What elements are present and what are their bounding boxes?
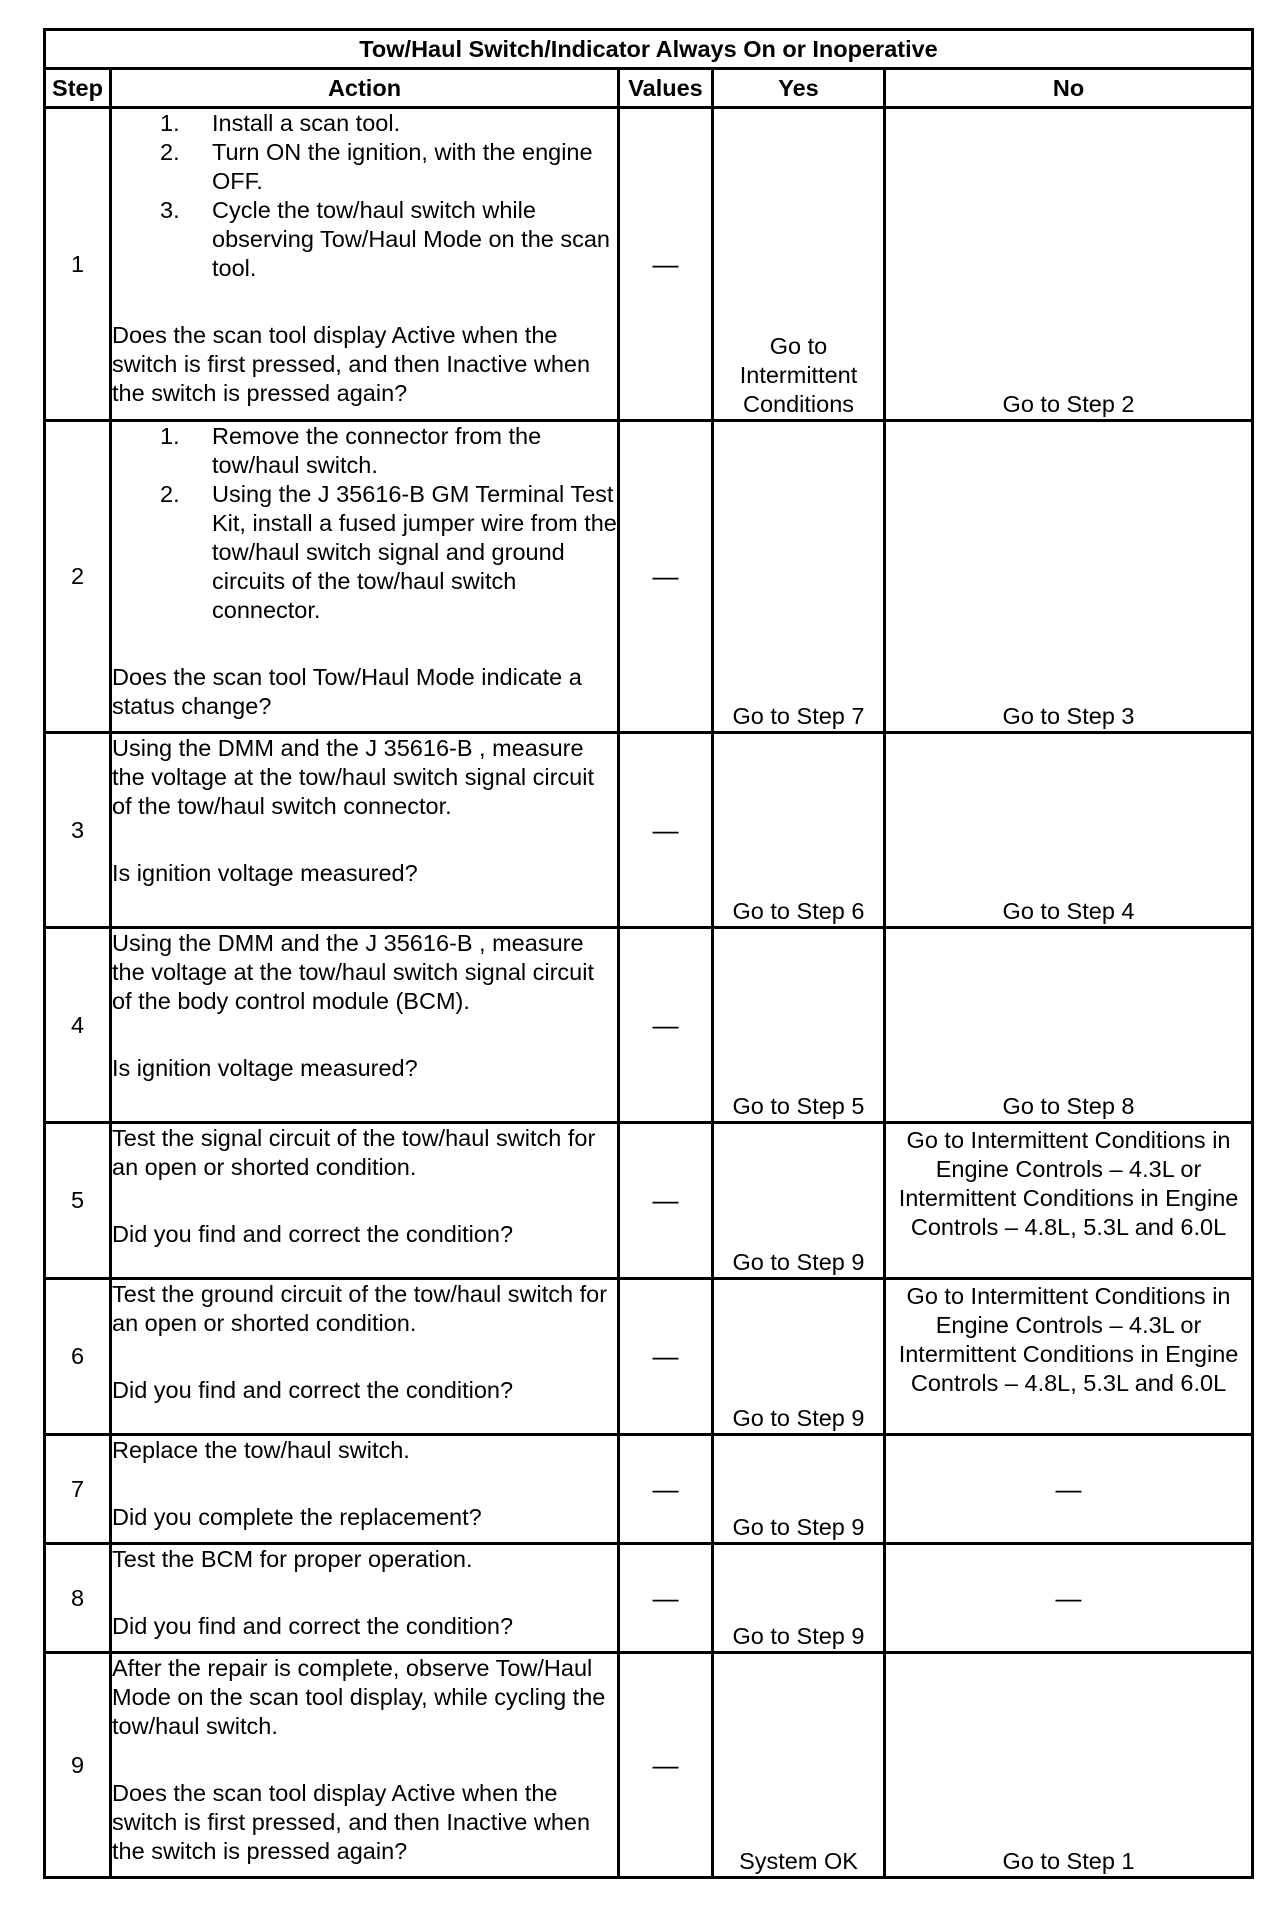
table-row — [45, 1279, 1253, 1435]
action-question: Does the scan tool display Active when the switch is first pressed, and then Inactive when the switch is pressed again? — [112, 322, 591, 406]
table-row — [45, 733, 1253, 928]
yes-cell: Go to Step 9 — [713, 1544, 885, 1653]
action-text: Test the signal circuit of the tow/haul switch for an open or shorted condition. — [112, 1125, 596, 1180]
value-cell: — — [619, 1123, 713, 1279]
header-no: No — [885, 69, 1253, 108]
no-cell: Go to Step 4 — [885, 733, 1253, 928]
no-cell: Go to Intermittent Conditions in Engine Controls – 4.3L or Intermittent Conditions in Engine Controls – 4.8L, 5.3L and 6.0L — [885, 1123, 1253, 1279]
action-cell — [111, 928, 619, 1123]
value-cell: — — [619, 733, 713, 928]
table-row — [45, 1544, 1253, 1653]
step-number: 3 — [45, 733, 111, 928]
yes-cell: Go to Step 5 — [713, 928, 885, 1123]
action-question: Does the scan tool display Active when the switch is first pressed, and then Inactive when the switch is pressed again? — [112, 1780, 591, 1864]
action-question: Did you find and correct the condition? — [112, 1221, 514, 1247]
yes-cell: Go to Step 9 — [713, 1123, 885, 1279]
step-number: 6 — [45, 1279, 111, 1435]
header-step: Step — [45, 69, 111, 108]
table-row — [45, 1435, 1253, 1544]
action-question: Did you find and correct the condition? — [112, 1613, 514, 1639]
yes-cell: Go to Step 7 — [713, 421, 885, 733]
value-cell: — — [619, 928, 713, 1123]
value-cell: — — [619, 1544, 713, 1653]
action-cell — [111, 108, 619, 421]
no-cell: Go to Step 2 — [885, 108, 1253, 421]
action-cell — [111, 733, 619, 928]
table-row — [45, 421, 1253, 733]
action-list-item: 1. Remove the connector from the tow/haul switch. — [160, 423, 542, 478]
yes-cell: System OK — [713, 1653, 885, 1878]
action-list-item: 3. Cycle the tow/haul switch while observing Tow/Haul Mode on the scan tool. — [160, 197, 610, 281]
action-question: Did you find and correct the condition? — [112, 1377, 514, 1403]
step-number: 4 — [45, 928, 111, 1123]
action-cell — [111, 1544, 619, 1653]
value-cell: — — [619, 421, 713, 733]
no-cell: Go to Intermittent Conditions in Engine Controls – 4.3L or Intermittent Conditions in Engine Controls – 4.8L, 5.3L and 6.0L — [885, 1279, 1253, 1435]
step-number: 2 — [45, 421, 111, 733]
no-cell: Go to Step 3 — [885, 421, 1253, 733]
no-cell: Go to Step 8 — [885, 928, 1253, 1123]
yes-cell: Go to Step 9 — [713, 1279, 885, 1435]
header-action: Action — [111, 69, 619, 108]
value-cell: — — [619, 1435, 713, 1544]
no-cell: — — [885, 1435, 1253, 1544]
action-cell — [111, 1653, 619, 1878]
step-number: 5 — [45, 1123, 111, 1279]
value-cell: — — [619, 1653, 713, 1878]
action-text: Using the DMM and the J 35616-B , measure the voltage at the tow/haul switch signal circuit of the body control module (BCM). — [112, 930, 595, 1014]
step-number: 9 — [45, 1653, 111, 1878]
action-cell — [111, 421, 619, 733]
table-row — [45, 928, 1253, 1123]
yes-cell: Go to Intermittent Conditions — [713, 108, 885, 421]
action-text: Test the BCM for proper operation. — [112, 1546, 473, 1572]
action-question: Is ignition voltage measured? — [112, 1055, 418, 1081]
header-row — [45, 69, 1253, 108]
action-question: Did you complete the replacement? — [112, 1504, 482, 1530]
table-row — [45, 108, 1253, 421]
value-cell: — — [619, 108, 713, 421]
action-question: Does the scan tool Tow/Haul Mode indicate a status change? — [112, 664, 582, 719]
no-cell: Go to Step 1 — [885, 1653, 1253, 1878]
step-number: 7 — [45, 1435, 111, 1544]
step-number: 1 — [45, 108, 111, 421]
table-row — [45, 1653, 1253, 1878]
action-list — [112, 109, 617, 283]
action-list — [112, 422, 617, 625]
table-title: Tow/Haul Switch/Indicator Always On or Inoperative — [45, 30, 1253, 69]
yes-cell: Go to Step 6 — [713, 733, 885, 928]
action-text: Using the DMM and the J 35616-B , measure the voltage at the tow/haul switch signal circuit of the tow/haul switch connector. — [112, 735, 595, 819]
action-list-item: 2. Using the J 35616-B GM Terminal Test Kit, install a fused jumper wire from the tow/haul switch signal and ground circuits of the tow/haul switch connector. — [160, 481, 617, 623]
no-cell: — — [885, 1544, 1253, 1653]
action-text: Replace the tow/haul switch. — [112, 1437, 410, 1463]
action-text: Test the ground circuit of the tow/haul switch for an open or shorted condition. — [112, 1281, 608, 1336]
header-yes: Yes — [713, 69, 885, 108]
yes-cell: Go to Step 9 — [713, 1435, 885, 1544]
action-cell — [111, 1123, 619, 1279]
action-cell — [111, 1435, 619, 1544]
table-row — [45, 1123, 1253, 1279]
action-list-item: 2. Turn ON the ignition, with the engine OFF. — [160, 139, 593, 194]
action-list-item: 1. Install a scan tool. — [160, 110, 401, 136]
action-cell — [111, 1279, 619, 1435]
step-number: 8 — [45, 1544, 111, 1653]
value-cell: — — [619, 1279, 713, 1435]
action-question: Is ignition voltage measured? — [112, 860, 418, 886]
action-text: After the repair is complete, observe Tow/Haul Mode on the scan tool display, while cycling the tow/haul switch. — [112, 1655, 606, 1739]
diagnostic-table — [43, 28, 1254, 1879]
header-values: Values — [619, 69, 713, 108]
